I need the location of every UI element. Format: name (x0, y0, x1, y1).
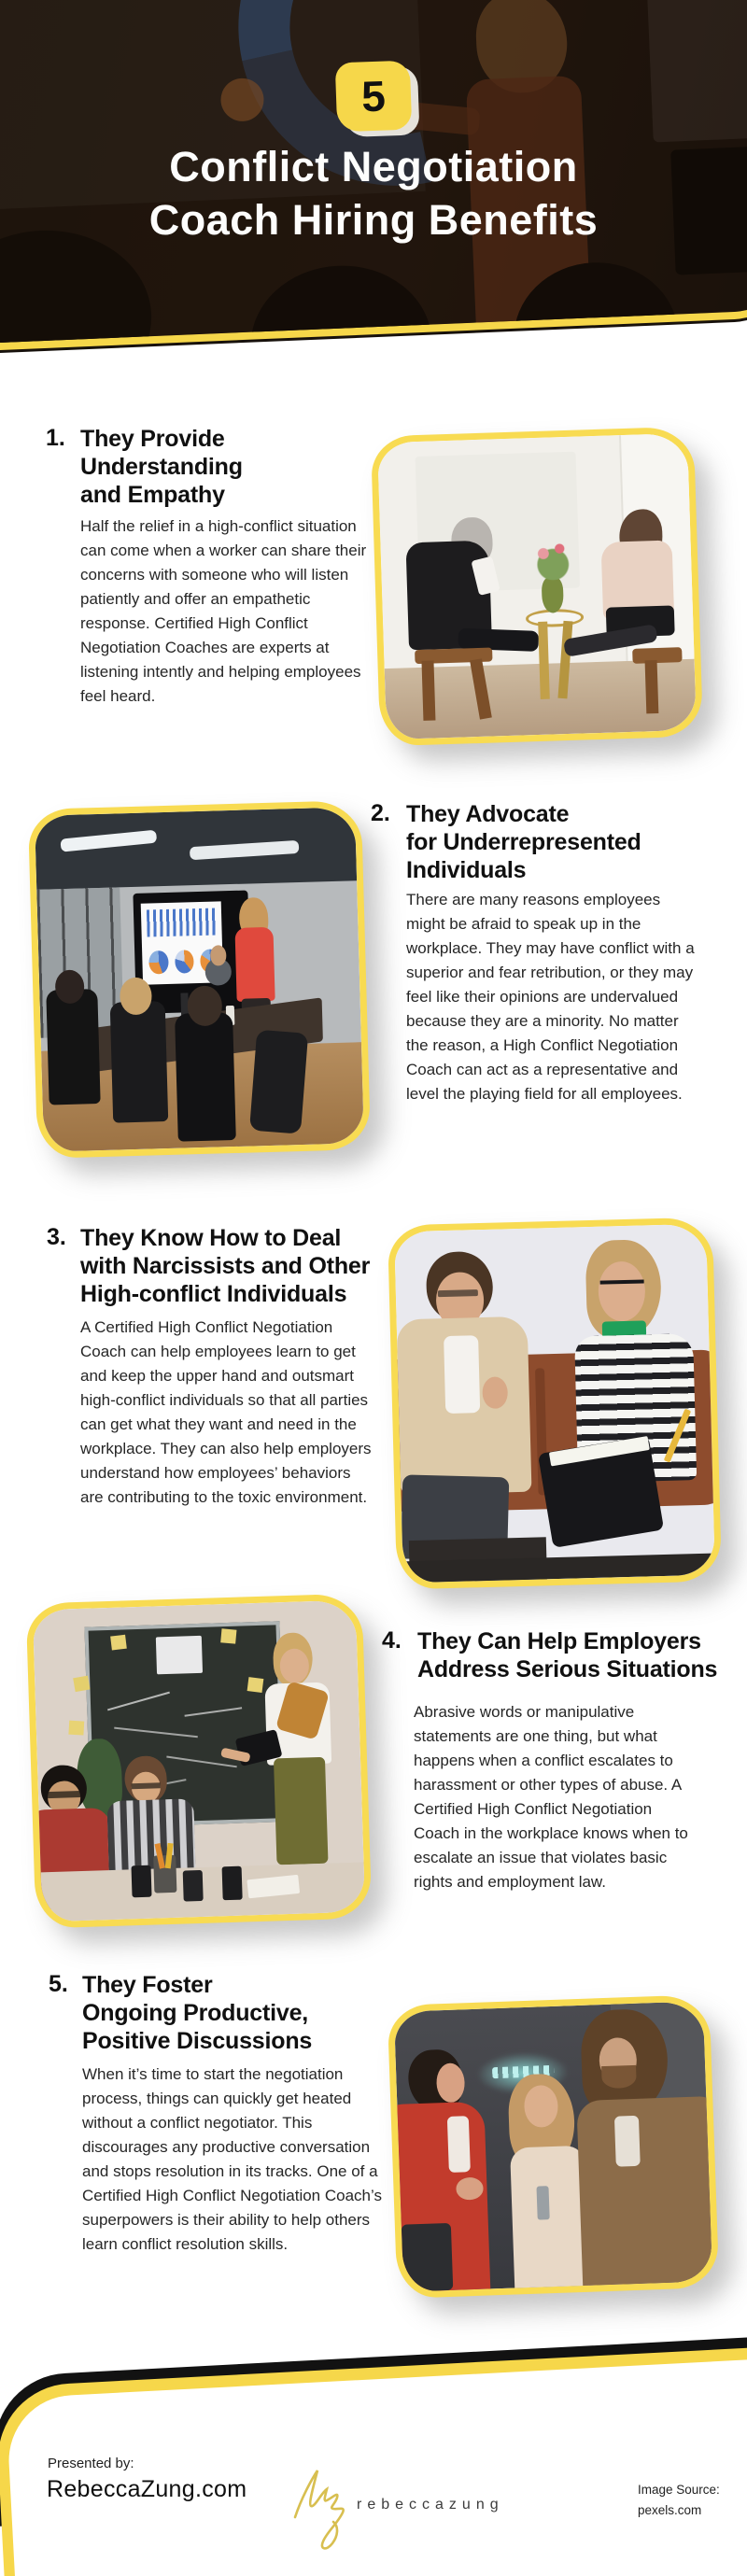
heading-line: Understanding (80, 454, 243, 480)
heading-line: They Know How to Deal (80, 1225, 342, 1251)
section-3-number: 3. (47, 1224, 66, 1250)
section-1-body: Half the relief in a high-conflict situation can come when a worker can share their concerns with someone who will listen patiently and offer an empathetic response. Certified High Conflict Negotiation Coaches are experts at listening intently and helping employees feel heard. (80, 517, 367, 705)
office-chair-back (249, 1029, 308, 1133)
sticky-note (68, 1721, 83, 1736)
vase (542, 577, 564, 613)
sticky-note (110, 1635, 126, 1651)
presented-by-site: RebeccaZung.com (47, 2476, 247, 2502)
image-source (638, 2480, 720, 2521)
section-3-heading (80, 1224, 370, 1308)
attendee-hair (55, 969, 85, 1004)
section-4-number: 4. (382, 1627, 402, 1654)
office-chair-back (110, 1001, 168, 1123)
seated-man-head (209, 945, 226, 965)
heading-line: Individuals (406, 857, 527, 883)
heading-line: Positive Discussions (82, 2028, 313, 2054)
heading-line: and Empathy (80, 482, 225, 508)
heading-line: High-conflict Individuals (80, 1281, 347, 1307)
office-chair-back (175, 1012, 236, 1141)
heading-line: with Narcissists and Other (80, 1253, 371, 1279)
image-source-value: pexels.com (638, 2503, 702, 2517)
sticky-note (220, 1628, 236, 1643)
section-2-body: There are many reasons employees might be afraid to speak up in the workplace. They may have conflict with a superior and fear retribution, or they may feel like their opinions are undervalued because they are a minority. No matter the reason, a High Conflict Negotiation Coach can act as a representative and level the playing field for all employees. (406, 891, 695, 1103)
coffee-cup (183, 1870, 204, 1902)
heading-line: Ongoing Productive, (82, 2000, 309, 2026)
heading-line: They Foster (82, 1972, 213, 1998)
page-title-line2: Coach Hiring Benefits (148, 196, 599, 244)
section-5-number: 5. (49, 1971, 68, 1997)
man-plaid-glasses (132, 1782, 161, 1789)
center-woman-top (510, 2146, 589, 2294)
presenter-red-top (234, 927, 275, 1002)
woman-glasses (599, 1280, 643, 1297)
photo-couple-discussion-couch (388, 1218, 722, 1590)
coffee-cup (131, 1865, 151, 1897)
photo-three-people-conversation (388, 1994, 720, 2299)
section-1-number: 1. (46, 425, 65, 451)
sticky-note (247, 1677, 263, 1693)
image-source-label: Image Source: (638, 2483, 720, 2497)
heading-line: Address Serious Situations (417, 1656, 718, 1682)
page-title (0, 140, 747, 246)
olive-pants (274, 1757, 329, 1865)
section-1-heading (80, 425, 243, 509)
tv-bar-chart (147, 908, 218, 937)
page-title-line1: Conflict Negotiation (169, 143, 578, 190)
man-tshirt (444, 1335, 480, 1414)
pinned-card (156, 1636, 203, 1675)
coffee-cup (221, 1865, 242, 1900)
office-chair-back (46, 989, 100, 1105)
heading-line: for Underrepresented (406, 829, 641, 855)
rz-signature-logo-icon (286, 2457, 353, 2551)
sticky-note (73, 1676, 90, 1692)
photo-two-women-coaching-session (371, 427, 703, 747)
left-chair-leg (421, 661, 435, 721)
right-chair-leg (644, 660, 658, 714)
photo-team-blackboard-workshop (26, 1593, 373, 1928)
tv-pie-chart (148, 950, 168, 975)
footer (0, 2287, 747, 2576)
section-3-body: A Certified High Conflict Negotiation Coach can help employees learn to get and keep the upper hand and outsmart high-conflict individuals so that all parties can get what they want and need in the workplace. They can also help employers understand how employees’ behaviors are contributing to the toxic environment. (80, 1318, 372, 1506)
heading-line: They Provide (80, 426, 225, 452)
photo-conference-room-meeting (28, 800, 371, 1159)
man-shirt (614, 2116, 641, 2167)
heading-line: They Can Help Employers (417, 1628, 701, 1654)
brand-wordmark: rebeccazung (357, 2497, 504, 2513)
presented-by-label: Presented by: (48, 2456, 134, 2471)
section-2-heading (406, 800, 641, 884)
section-4-body: Abrasive words or manipulative statements are one thing, but what happens when a conflict escalates to harassment or other types of abuse. A Certified High Conflict Negotiation Coach in the workplace knows when to escalate an issue that violates basic rights and employment law. (414, 1703, 688, 1891)
section-4-heading (417, 1627, 717, 1683)
section-5-heading (82, 1971, 312, 2055)
phone-in-hand (536, 2186, 549, 2219)
tan-jacket (576, 2096, 719, 2291)
man-hand (482, 1376, 508, 1409)
left-woman-shirt (447, 2116, 471, 2173)
count-badge (335, 61, 413, 133)
man-red-glasses (48, 1791, 80, 1798)
section-2-number: 2. (371, 800, 390, 826)
header (0, 0, 747, 403)
counter-silhouette (402, 2223, 453, 2292)
section-5-body: When it’s time to start the negotiation process, things can quickly get heated without a conflict negotiator. This discourages any productive conversation and stops resolution in its tracks. One of a Certified High Conflict Negotiation Coach’s superpowers is their ability to help others learn conflict resolution skills. (82, 2065, 382, 2253)
heading-line: They Advocate (406, 801, 570, 827)
count-badge-number: 5 (360, 71, 387, 121)
